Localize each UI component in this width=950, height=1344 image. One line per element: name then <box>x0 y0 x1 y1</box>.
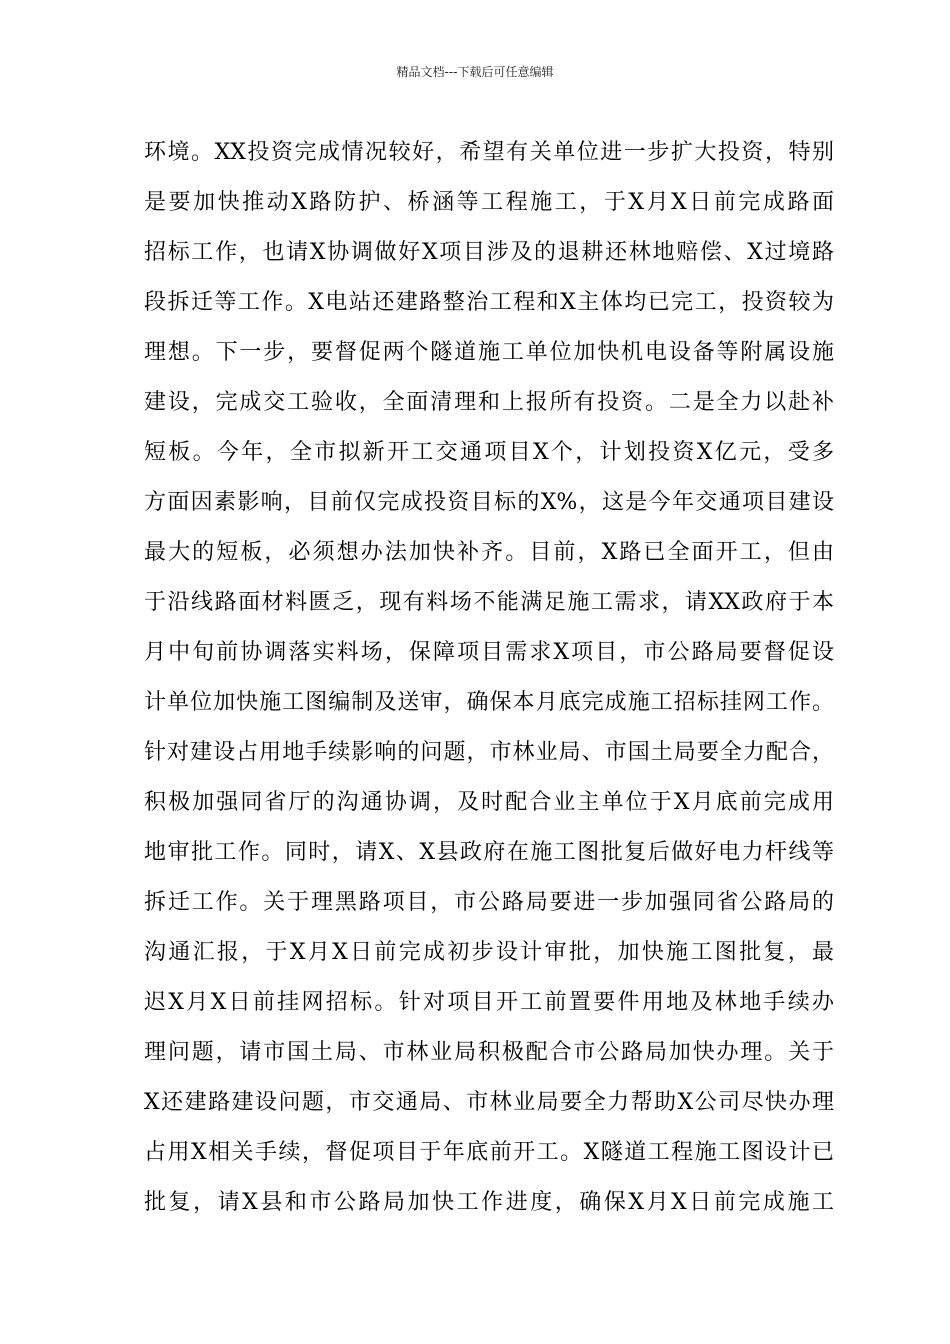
text-line: 积极加强同省厅的沟通协调，及时配合业主单位于X月底前完成用 <box>144 790 834 815</box>
text-line: 月中旬前协调落实料场，保障项目需求X项目，市公路局要督促设 <box>144 640 834 665</box>
text-line: 段拆迁等工作。X电站还建路整治工程和X主体均已完工，投资较为 <box>144 290 834 315</box>
text-line: 地审批工作。同时，请X、X县政府在施工图批复后做好电力杆线等 <box>144 840 834 865</box>
document-body <box>144 128 834 1228</box>
text-line: 方面因素影响，目前仅完成投资目标的X%，这是今年交通项目建设 <box>144 490 834 515</box>
text-line: 环境。XX投资完成情况较好，希望有关单位进一步扩大投资，特别 <box>144 140 834 165</box>
text-line: 迟X月X日前挂网招标。针对项目开工前置要件用地及林地手续办 <box>144 990 834 1015</box>
text-line: 批复，请X县和市公路局加快工作进度，确保X月X日前完成施工 <box>144 1190 834 1215</box>
text-line: 占用X相关手续，督促项目于年底前开工。X隧道工程施工图设计已 <box>144 1140 834 1165</box>
text-line: 理想。下一步，要督促两个隧道施工单位加快机电设备等附属设施 <box>144 340 834 365</box>
text-line: 最大的短板，必须想办法加快补齐。目前，X路已全面开工，但由 <box>144 540 834 565</box>
text-line: 拆迁工作。关于理黑路项目，市公路局要进一步加强同省公路局的 <box>144 890 834 915</box>
text-line: 短板。今年，全市拟新开工交通项目X个，计划投资X亿元，受多 <box>144 440 834 465</box>
text-line: 建设，完成交工验收，全面清理和上报所有投资。二是全力以赴补 <box>144 390 834 415</box>
text-line: 理问题，请市国土局、市林业局积极配合市公路局加快办理。关于 <box>144 1040 834 1065</box>
text-line: 于沿线路面材料匮乏，现有料场不能满足施工需求，请XX政府于本 <box>144 590 834 615</box>
text-line: X还建路建设问题，市交通局、市林业局要全力帮助X公司尽快办理 <box>144 1090 834 1115</box>
page-header: 精品文档---下载后可任意编辑 <box>396 65 554 79</box>
text-line: 沟通汇报，于X月X日前完成初步设计审批，加快施工图批复，最 <box>144 940 834 965</box>
text-line: 计单位加快施工图编制及送审，确保本月底完成施工招标挂网工作。 <box>144 690 834 715</box>
text-line: 是要加快推动X路防护、桥涵等工程施工，于X月X日前完成路面 <box>144 190 834 215</box>
text-line: 针对建设占用地手续影响的问题，市林业局、市国土局要全力配合， <box>144 740 834 765</box>
text-line: 招标工作，也请X协调做好X项目涉及的退耕还林地赔偿、X过境路 <box>144 240 834 265</box>
